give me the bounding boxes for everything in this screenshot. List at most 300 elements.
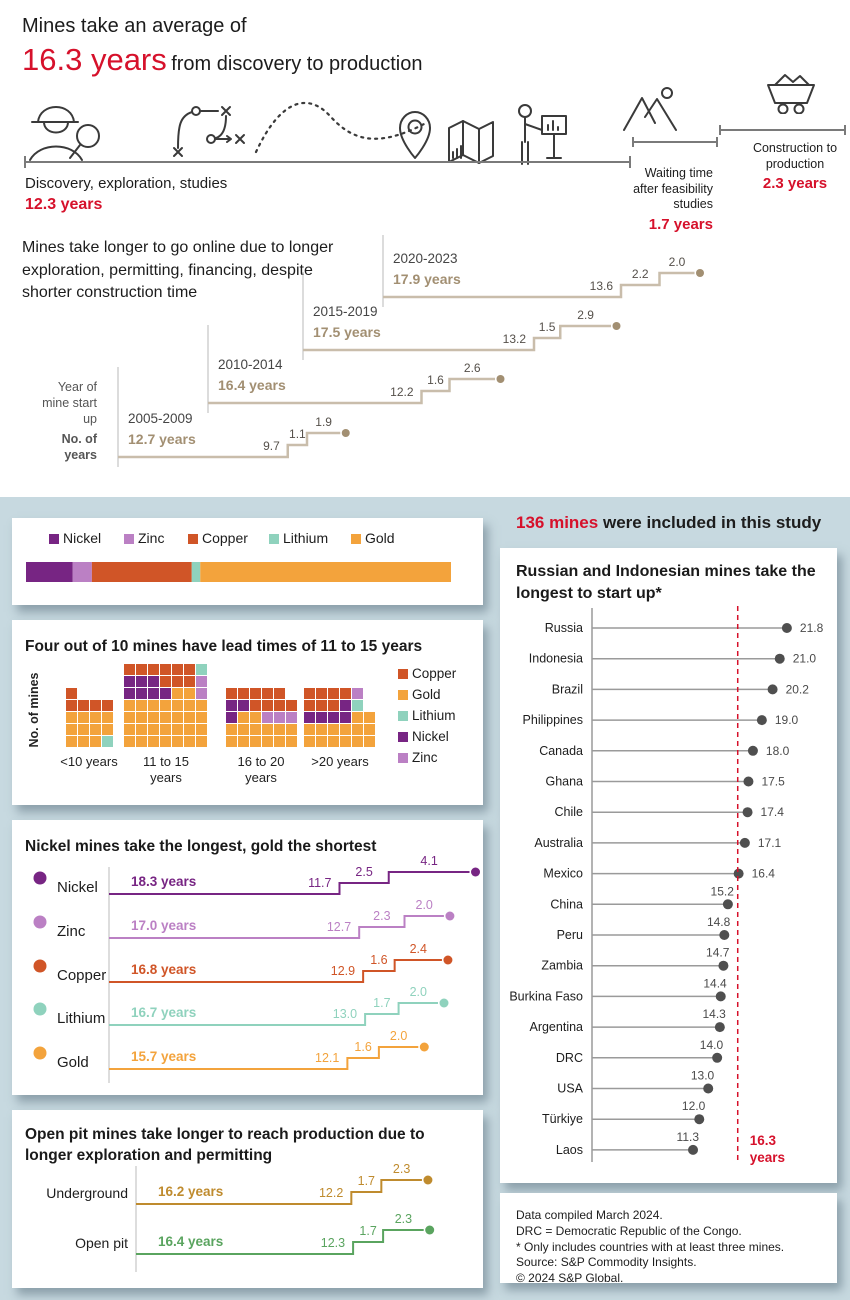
phase-construction-label: Construction to production bbox=[752, 141, 838, 171]
waffle-cell-Gold bbox=[352, 736, 363, 747]
waffle-cell-Gold bbox=[184, 688, 195, 699]
segment-value: 12.9 bbox=[330, 964, 356, 978]
segment-value: 12.2 bbox=[390, 385, 414, 399]
waffle-chart bbox=[12, 620, 483, 805]
waffle-cell-Copper bbox=[90, 700, 101, 711]
waffle-cell-Nickel bbox=[340, 700, 351, 711]
waffle-cell-Gold bbox=[352, 724, 363, 735]
country-value: 15.2 bbox=[710, 884, 734, 899]
segment-value: 2.2 bbox=[631, 267, 649, 281]
waffle-cell-Gold bbox=[172, 688, 183, 699]
waffle-cell-Gold bbox=[196, 700, 207, 711]
waffle-cell-Copper bbox=[136, 664, 147, 675]
series-dot-Copper bbox=[34, 960, 47, 973]
waffle-cell-Gold bbox=[262, 736, 273, 747]
country-label: Russia bbox=[544, 621, 583, 635]
legend-swatch-Gold bbox=[398, 690, 408, 700]
by-mine-type-chart bbox=[12, 1110, 483, 1288]
footer-line: * Only includes countries with at least three mines. bbox=[516, 1239, 785, 1254]
waffle-cell-Gold bbox=[226, 736, 237, 747]
series-label: Gold bbox=[57, 1054, 89, 1071]
series-total: 16.2 years bbox=[158, 1184, 224, 1199]
segment-value: 4.1 bbox=[420, 854, 438, 868]
waffle-cell-Gold bbox=[172, 700, 183, 711]
waffle-cell-Copper bbox=[226, 688, 237, 699]
country-value: 11.3 bbox=[676, 1129, 700, 1144]
segment-value: 12.7 bbox=[326, 920, 352, 934]
waffle-cell-Gold bbox=[286, 724, 297, 735]
waffle-cell-Nickel bbox=[304, 712, 315, 723]
phase-discovery-label: Discovery, exploration, studies bbox=[25, 175, 228, 192]
end-dot bbox=[342, 429, 350, 437]
waffle-ylabel: No. of mines bbox=[27, 672, 41, 748]
waffle-cell-Gold bbox=[226, 724, 237, 735]
waffle-cell-Lithium bbox=[102, 736, 113, 747]
waffle-group-label: years bbox=[150, 770, 182, 785]
waffle-cell-Copper bbox=[316, 688, 327, 699]
waffle-cell-Nickel bbox=[238, 700, 249, 711]
by-commodity-title: Nickel mines take the longest, gold the shortest bbox=[25, 838, 377, 855]
waffle-cell-Copper bbox=[304, 700, 315, 711]
waffle-cell-Gold bbox=[364, 712, 375, 723]
waffle-cell-Copper bbox=[66, 688, 77, 699]
waffle-cell-Gold bbox=[160, 712, 171, 723]
legend-swatch-Nickel bbox=[398, 732, 408, 742]
segment-value: 1.7 bbox=[373, 996, 391, 1010]
period-chart-caption: Mines take longer to go online due to longer exploration, permitting, financing, despite shorter construction time bbox=[22, 239, 334, 301]
segment-value: 2.0 bbox=[409, 985, 427, 999]
waffle-cell-Nickel bbox=[136, 688, 147, 699]
waffle-cell-Nickel bbox=[226, 700, 237, 711]
lead-time-distribution-card bbox=[12, 620, 483, 805]
country-dot-Peru bbox=[719, 930, 729, 940]
end-dot bbox=[613, 322, 621, 330]
waffle-cell-Copper bbox=[316, 700, 327, 711]
period-total: 17.9 years bbox=[393, 271, 461, 287]
country-value: 20.2 bbox=[785, 682, 809, 697]
segment-value: 11.7 bbox=[308, 876, 332, 890]
country-dot-Türkiye bbox=[694, 1114, 704, 1124]
waffle-cell-Copper bbox=[172, 676, 183, 687]
commodity-share-card bbox=[12, 518, 483, 605]
waffle-cell-Gold bbox=[304, 724, 315, 735]
country-dot-Zambia bbox=[718, 961, 728, 971]
country-dot-Russia bbox=[782, 623, 792, 633]
waffle-cell-Gold bbox=[286, 736, 297, 747]
segment-value: 1.6 bbox=[370, 953, 388, 967]
end-dot bbox=[420, 1043, 429, 1052]
country-dot-Canada bbox=[748, 746, 758, 756]
waffle-cell-Gold bbox=[148, 712, 159, 723]
series-total: 15.7 years bbox=[131, 1049, 197, 1064]
period-total: 12.7 years bbox=[128, 431, 196, 447]
waffle-group-label: years bbox=[245, 770, 277, 785]
period-total: 16.4 years bbox=[218, 377, 286, 393]
waffle-cell-Gold bbox=[66, 724, 77, 735]
country-value: 14.8 bbox=[706, 915, 731, 929]
footer-card bbox=[500, 1193, 837, 1286]
footer-line: © 2024 S&P Global. bbox=[516, 1271, 624, 1286]
waffle-cell-Gold bbox=[160, 736, 171, 747]
segment-value: 1.6 bbox=[427, 373, 444, 387]
series-label: Underground bbox=[46, 1185, 128, 1201]
series-label: Zinc bbox=[57, 923, 86, 940]
end-dot bbox=[696, 269, 704, 277]
segment-value: 12.1 bbox=[315, 1051, 340, 1065]
country-value: 14.3 bbox=[702, 1007, 726, 1022]
legend-swatch-Gold bbox=[351, 534, 361, 544]
country-dot-Mexico bbox=[734, 869, 744, 879]
phase-construction bbox=[745, 141, 845, 192]
phase-construction-value: 2.3 years bbox=[762, 175, 828, 192]
country-value: 19.0 bbox=[774, 713, 799, 728]
waffle-title: Four out of 10 mines have lead times of 11 to 15 years bbox=[25, 638, 423, 655]
waffle-cell-Gold bbox=[184, 700, 195, 711]
footer-notes bbox=[516, 1208, 784, 1287]
legend-label: Zinc bbox=[138, 530, 165, 546]
legend-swatch-Lithium bbox=[398, 711, 408, 721]
country-label: Philippines bbox=[522, 713, 583, 728]
country-value: 16.4 bbox=[751, 866, 775, 881]
country-dot-Indonesia bbox=[775, 654, 785, 664]
waffle-cell-Gold bbox=[148, 736, 159, 747]
commodity-share-chart bbox=[12, 518, 483, 605]
waffle-cell-Gold bbox=[316, 724, 327, 735]
waffle-cell-Gold bbox=[352, 712, 363, 723]
series-total: 16.8 years bbox=[131, 962, 197, 977]
segment-value: 2.3 bbox=[394, 1212, 413, 1226]
country-label: Indonesia bbox=[528, 651, 583, 666]
country-label: Argentina bbox=[529, 1020, 583, 1035]
country-label: Peru bbox=[556, 928, 583, 942]
waffle-cell-Gold bbox=[124, 724, 135, 735]
waffle-cell-Gold bbox=[250, 712, 261, 723]
waffle-cell-Nickel bbox=[124, 688, 135, 699]
waffle-cell-Gold bbox=[196, 736, 207, 747]
waffle-cell-Nickel bbox=[148, 688, 159, 699]
waffle-cell-Gold bbox=[160, 724, 171, 735]
legend-swatch-Zinc bbox=[124, 534, 134, 544]
waffle-cell-Gold bbox=[124, 712, 135, 723]
bar-segment-Gold bbox=[200, 562, 451, 582]
waffle-cell-Gold bbox=[340, 724, 351, 735]
waffle-cell-Copper bbox=[250, 700, 261, 711]
waffle-cell-Copper bbox=[328, 700, 339, 711]
country-label: Ghana bbox=[545, 774, 583, 789]
bar-segment-Nickel bbox=[26, 562, 73, 582]
segment-value: 2.3 bbox=[392, 1162, 411, 1176]
series-dot-Lithium bbox=[34, 1003, 47, 1016]
legend-label: Nickel bbox=[412, 729, 449, 744]
period-step-chart bbox=[0, 230, 850, 492]
waffle-cell-Gold bbox=[238, 712, 249, 723]
waffle-cell-Gold bbox=[250, 724, 261, 735]
legend-label: Copper bbox=[202, 530, 248, 546]
country-dot-Chile bbox=[743, 807, 753, 817]
legend-swatch-Nickel bbox=[49, 534, 59, 544]
country-dot-Philippines bbox=[757, 715, 767, 725]
waffle-cell-Gold bbox=[340, 736, 351, 747]
waffle-group-label: 11 to 15 bbox=[142, 754, 190, 769]
segment-value: 1.5 bbox=[538, 320, 556, 334]
period-chart-xlabel: No. of years bbox=[61, 432, 97, 462]
headline-average-value: 16.3 years bbox=[22, 42, 167, 77]
waffle-cell-Nickel bbox=[226, 712, 237, 723]
waffle-cell-Gold bbox=[238, 724, 249, 735]
waffle-cell-Lithium bbox=[196, 664, 207, 675]
country-value: 14.4 bbox=[703, 976, 727, 991]
waffle-cell-Copper bbox=[250, 688, 261, 699]
segment-value: 13.2 bbox=[502, 332, 526, 346]
country-dot-Argentina bbox=[715, 1022, 725, 1032]
waffle-cell-Zinc bbox=[286, 712, 297, 723]
waffle-cell-Gold bbox=[90, 724, 101, 735]
waffle-cell-Zinc bbox=[274, 712, 285, 723]
series-dot-Nickel bbox=[34, 872, 47, 885]
end-dot bbox=[497, 375, 505, 383]
segment-value: 2.6 bbox=[463, 361, 481, 375]
waffle-cell-Gold bbox=[184, 736, 195, 747]
footer-line: DRC = Democratic Republic of the Congo. bbox=[516, 1223, 742, 1238]
period-chart-ylabel: Year of mine start up bbox=[42, 380, 97, 426]
waffle-cell-Gold bbox=[364, 724, 375, 735]
end-dot bbox=[445, 912, 454, 921]
segment-value: 2.0 bbox=[668, 255, 686, 269]
waffle-cell-Gold bbox=[316, 736, 327, 747]
waffle-cell-Gold bbox=[328, 724, 339, 735]
bar-segment-Lithium bbox=[192, 562, 201, 582]
reference-label: years bbox=[749, 1150, 786, 1165]
segment-value: 1.7 bbox=[359, 1224, 377, 1238]
segment-value: 1.9 bbox=[315, 415, 332, 429]
country-value: 13.0 bbox=[690, 1068, 715, 1083]
country-value: 12.0 bbox=[681, 1099, 706, 1114]
waffle-cell-Gold bbox=[90, 736, 101, 747]
country-label: Türkiye bbox=[542, 1112, 583, 1127]
waffle-cell-Copper bbox=[124, 664, 135, 675]
country-value: 17.4 bbox=[760, 805, 784, 820]
waffle-cell-Copper bbox=[172, 664, 183, 675]
by-country-title: Russian and Indonesian mines take the longest to start up* bbox=[516, 563, 816, 602]
study-note-rest: were included in this study bbox=[602, 513, 822, 532]
waffle-group-label: >20 years bbox=[311, 754, 369, 769]
end-dot bbox=[443, 956, 452, 965]
segment-value: 1.6 bbox=[354, 1040, 372, 1054]
segment-value: 2.0 bbox=[415, 898, 433, 912]
series-label: Copper bbox=[57, 967, 107, 984]
segment-value: 2.0 bbox=[389, 1029, 408, 1043]
waffle-cell-Lithium bbox=[352, 700, 363, 711]
waffle-cell-Gold bbox=[78, 712, 89, 723]
phase-waiting bbox=[621, 166, 713, 232]
waffle-cell-Gold bbox=[328, 736, 339, 747]
waffle-cell-Gold bbox=[274, 724, 285, 735]
country-label: Australia bbox=[534, 835, 583, 850]
waffle-cell-Gold bbox=[160, 700, 171, 711]
waffle-cell-Copper bbox=[274, 688, 285, 699]
waffle-cell-Copper bbox=[304, 688, 315, 699]
segment-value: 1.7 bbox=[357, 1174, 376, 1188]
waffle-cell-Gold bbox=[78, 736, 89, 747]
page-title-line1: Mines take an average of bbox=[22, 15, 247, 37]
legend-label: Lithium bbox=[283, 530, 329, 546]
series-label: Nickel bbox=[57, 879, 98, 896]
waffle-cell-Gold bbox=[102, 712, 113, 723]
country-label: Laos bbox=[555, 1142, 583, 1157]
legend-label: Lithium bbox=[412, 708, 456, 723]
legend-swatch-Lithium bbox=[269, 534, 279, 544]
by-mine-type-title: Open pit mines take longer to reach production due to longer exploration and permitting bbox=[25, 1126, 425, 1164]
series-total: 17.0 years bbox=[131, 918, 197, 933]
series-total: 16.7 years bbox=[131, 1005, 197, 1020]
country-dot-Ghana bbox=[743, 777, 753, 787]
country-label: Chile bbox=[554, 805, 583, 820]
headline-rest: from discovery to production bbox=[171, 53, 423, 75]
waffle-cell-Gold bbox=[172, 724, 183, 735]
end-dot bbox=[423, 1176, 432, 1185]
country-label: China bbox=[550, 897, 583, 912]
waffle-cell-Gold bbox=[124, 736, 135, 747]
by-country-chart bbox=[500, 548, 837, 1183]
country-dot-USA bbox=[703, 1084, 713, 1094]
waffle-cell-Gold bbox=[90, 712, 101, 723]
waffle-cell-Gold bbox=[364, 736, 375, 747]
waffle-cell-Copper bbox=[274, 700, 285, 711]
country-label: USA bbox=[557, 1081, 583, 1096]
segment-value: 9.7 bbox=[263, 439, 280, 453]
waffle-group-label: 16 to 20 bbox=[237, 754, 285, 769]
waffle-cell-Nickel bbox=[148, 676, 159, 687]
waffle-cell-Gold bbox=[124, 700, 135, 711]
waffle-cell-Gold bbox=[250, 736, 261, 747]
by-commodity-card bbox=[12, 820, 483, 1095]
waffle-cell-Gold bbox=[66, 712, 77, 723]
country-dot-Laos bbox=[688, 1145, 698, 1155]
waffle-cell-Nickel bbox=[328, 712, 339, 723]
country-label: Brazil bbox=[551, 682, 583, 697]
by-commodity-chart bbox=[12, 820, 483, 1095]
phase-waiting-value: 1.7 years bbox=[648, 215, 713, 233]
segment-value: 13.0 bbox=[332, 1007, 358, 1021]
segment-value: 2.3 bbox=[373, 909, 391, 923]
country-dot-Brazil bbox=[768, 684, 778, 694]
country-label: Burkina Faso bbox=[509, 989, 583, 1004]
country-label: Mexico bbox=[543, 866, 583, 881]
waffle-cell-Gold bbox=[136, 700, 147, 711]
phase-waiting-label: Waiting time after feasibility studies bbox=[633, 166, 713, 211]
waffle-cell-Gold bbox=[102, 724, 113, 735]
end-dot bbox=[471, 868, 480, 877]
legend-swatch-Zinc bbox=[398, 753, 408, 763]
waffle-cell-Gold bbox=[274, 736, 285, 747]
waffle-cell-Gold bbox=[66, 736, 77, 747]
country-dot-Australia bbox=[740, 838, 750, 848]
country-label: Zambia bbox=[541, 958, 583, 973]
end-dot bbox=[425, 1226, 434, 1235]
segment-value: 2.4 bbox=[409, 942, 427, 956]
waffle-cell-Gold bbox=[184, 712, 195, 723]
waffle-cell-Nickel bbox=[316, 712, 327, 723]
legend-swatch-Copper bbox=[188, 534, 198, 544]
legend-label: Gold bbox=[365, 530, 395, 546]
waffle-cell-Gold bbox=[172, 736, 183, 747]
country-dot-Burkina Faso bbox=[716, 991, 726, 1001]
country-label: DRC bbox=[555, 1050, 583, 1065]
waffle-cell-Gold bbox=[172, 712, 183, 723]
legend-label: Nickel bbox=[63, 530, 102, 546]
study-note bbox=[516, 513, 821, 533]
segment-value: 1.1 bbox=[289, 427, 306, 441]
series-total: 16.4 years bbox=[158, 1234, 224, 1249]
country-dot-DRC bbox=[712, 1053, 722, 1063]
waffle-cell-Gold bbox=[238, 736, 249, 747]
country-value: 21.8 bbox=[799, 621, 824, 635]
series-dot-Gold bbox=[34, 1047, 47, 1060]
waffle-cell-Gold bbox=[148, 700, 159, 711]
waffle-cell-Copper bbox=[184, 676, 195, 687]
period-label: 2010-2014 bbox=[218, 357, 283, 372]
phase-discovery-value: 12.3 years bbox=[25, 196, 103, 213]
series-label: Lithium bbox=[57, 1010, 106, 1027]
study-note-count: 136 mines bbox=[516, 513, 599, 532]
by-mine-type-card bbox=[12, 1110, 483, 1288]
footer-line: Data compiled March 2024. bbox=[516, 1208, 663, 1222]
country-dot-China bbox=[723, 899, 733, 909]
waffle-cell-Gold bbox=[196, 712, 207, 723]
legend-label: Zinc bbox=[412, 750, 438, 765]
waffle-cell-Copper bbox=[148, 664, 159, 675]
waffle-cell-Copper bbox=[78, 700, 89, 711]
waffle-cell-Nickel bbox=[160, 688, 171, 699]
legend-label: Gold bbox=[412, 687, 441, 702]
period-label: 2005-2009 bbox=[128, 411, 193, 426]
segment-value: 2.5 bbox=[355, 865, 373, 879]
footer-line: Source: S&P Commodity Insights. bbox=[516, 1255, 697, 1270]
waffle-cell-Zinc bbox=[196, 688, 207, 699]
waffle-cell-Copper bbox=[102, 700, 113, 711]
country-label: Canada bbox=[539, 743, 583, 758]
by-country-card bbox=[500, 548, 837, 1183]
waffle-cell-Nickel bbox=[340, 712, 351, 723]
waffle-cell-Zinc bbox=[196, 676, 207, 687]
series-total: 18.3 years bbox=[131, 874, 197, 889]
country-value: 17.1 bbox=[757, 835, 782, 850]
waffle-cell-Nickel bbox=[124, 676, 135, 687]
waffle-cell-Gold bbox=[136, 736, 147, 747]
segment-value: 13.6 bbox=[589, 279, 613, 293]
country-value: 18.0 bbox=[765, 743, 790, 758]
waffle-cell-Nickel bbox=[136, 676, 147, 687]
phase-discovery bbox=[25, 175, 227, 214]
country-value: 14.0 bbox=[699, 1037, 724, 1052]
segment-value: 12.3 bbox=[320, 1236, 346, 1250]
bar-segment-Copper bbox=[92, 562, 192, 582]
waffle-cell-Gold bbox=[148, 724, 159, 735]
country-value: 14.7 bbox=[706, 945, 730, 960]
waffle-cell-Copper bbox=[340, 688, 351, 699]
series-dot-Zinc bbox=[34, 916, 47, 929]
waffle-cell-Gold bbox=[262, 724, 273, 735]
waffle-cell-Zinc bbox=[262, 712, 273, 723]
waffle-group-label: <10 years bbox=[60, 754, 118, 769]
waffle-cell-Gold bbox=[136, 724, 147, 735]
period-total: 17.5 years bbox=[313, 324, 381, 340]
segment-value: 12.2 bbox=[318, 1186, 344, 1200]
country-value: 21.0 bbox=[792, 651, 817, 666]
end-dot bbox=[439, 999, 448, 1008]
waffle-cell-Gold bbox=[136, 712, 147, 723]
period-label: 2020-2023 bbox=[393, 251, 458, 266]
